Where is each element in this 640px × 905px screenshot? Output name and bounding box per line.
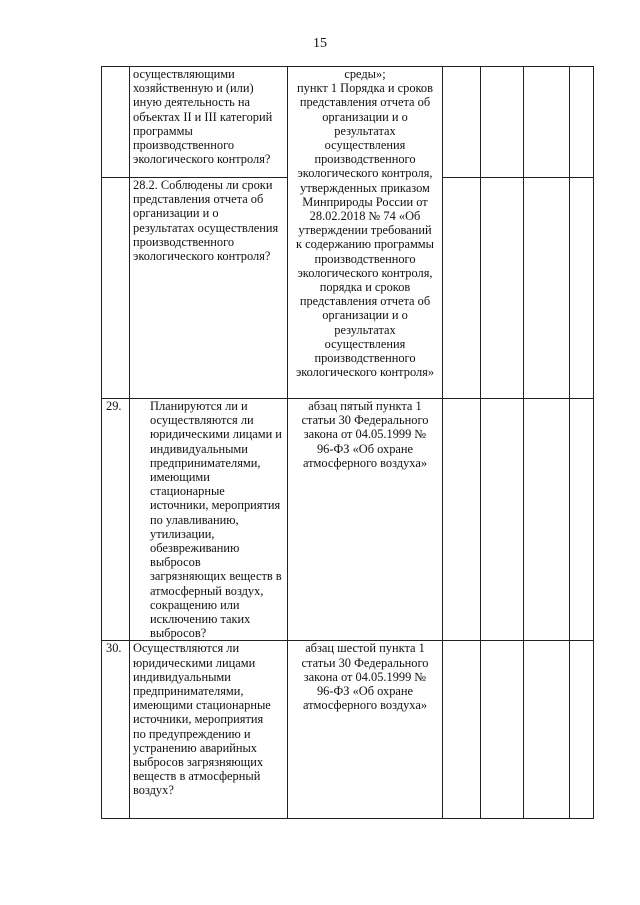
row-number-cell: [102, 67, 130, 178]
answer-not-applicable-cell: [524, 67, 570, 178]
answer-no-cell: [481, 178, 524, 399]
table-row-28-continued: [102, 67, 594, 178]
note-cell: [570, 67, 594, 178]
table-row-30: [102, 641, 594, 819]
answer-no-cell: [481, 399, 524, 641]
row-number-cell: 30.: [102, 641, 130, 819]
answer-no-cell: [481, 641, 524, 819]
legal-reference-cell: среды»; пункт 1 Порядка и сроков представления отчета об организации и о результатах осуществления производственного экологического контроля, утвержденных приказом Минприроды России от 28.02.2018 № 74 «Об утверждении требований к содержанию программы производственного экологического контроля, порядка и сроков представления отчета об организации и о результатах осуществления производственного экологического контроля»: [288, 67, 443, 399]
answer-yes-cell: [443, 399, 481, 641]
answer-not-applicable-cell: [524, 641, 570, 819]
legal-reference-cell: абзац шестой пункта 1 статьи 30 Федерального закона от 04.05.1999 № 96-ФЗ «Об охране атмосферного воздуха»: [288, 641, 443, 819]
note-cell: [570, 641, 594, 819]
note-cell: [570, 178, 594, 399]
legal-reference-cell: абзац пятый пункта 1 статьи 30 Федерального закона от 04.05.1999 № 96-ФЗ «Об охране атмосферного воздуха»: [288, 399, 443, 641]
row-number-cell: [102, 178, 130, 399]
row-number-cell: 29.: [102, 399, 130, 641]
question-cell: Планируются ли и осуществляются ли юридическими лицами и индивидуальными предпринимателями, имеющими стационарные источники, мероприятия по улавливанию, утилизации, обезвреживанию выбросов загрязняющих веществ в атмосферный воздух, сокращению или исключению таких выбросов?: [130, 399, 288, 641]
checklist-table: [101, 66, 594, 819]
answer-not-applicable-cell: [524, 178, 570, 399]
note-cell: [570, 399, 594, 641]
answer-yes-cell: [443, 178, 481, 399]
answer-yes-cell: [443, 67, 481, 178]
answer-yes-cell: [443, 641, 481, 819]
page-number: 15: [313, 36, 327, 51]
answer-not-applicable-cell: [524, 399, 570, 641]
question-cell: Осуществляются ли юридическими лицами индивидуальными предпринимателями, имеющими стационарные источники, мероприятия по предупреждению и устранению аварийных выбросов загрязняющих веществ в атмосферный воздух?: [130, 641, 288, 819]
question-cell: 28.2. Соблюдены ли сроки представления отчета об организации и о результатах осуществления производственного экологического контроля?: [130, 178, 288, 399]
table-row-29: [102, 399, 594, 641]
answer-no-cell: [481, 67, 524, 178]
question-cell: осуществляющими хозяйственную и (или) иную деятельность на объектах II и III категорий программы производственного экологического контроля?: [130, 67, 288, 178]
